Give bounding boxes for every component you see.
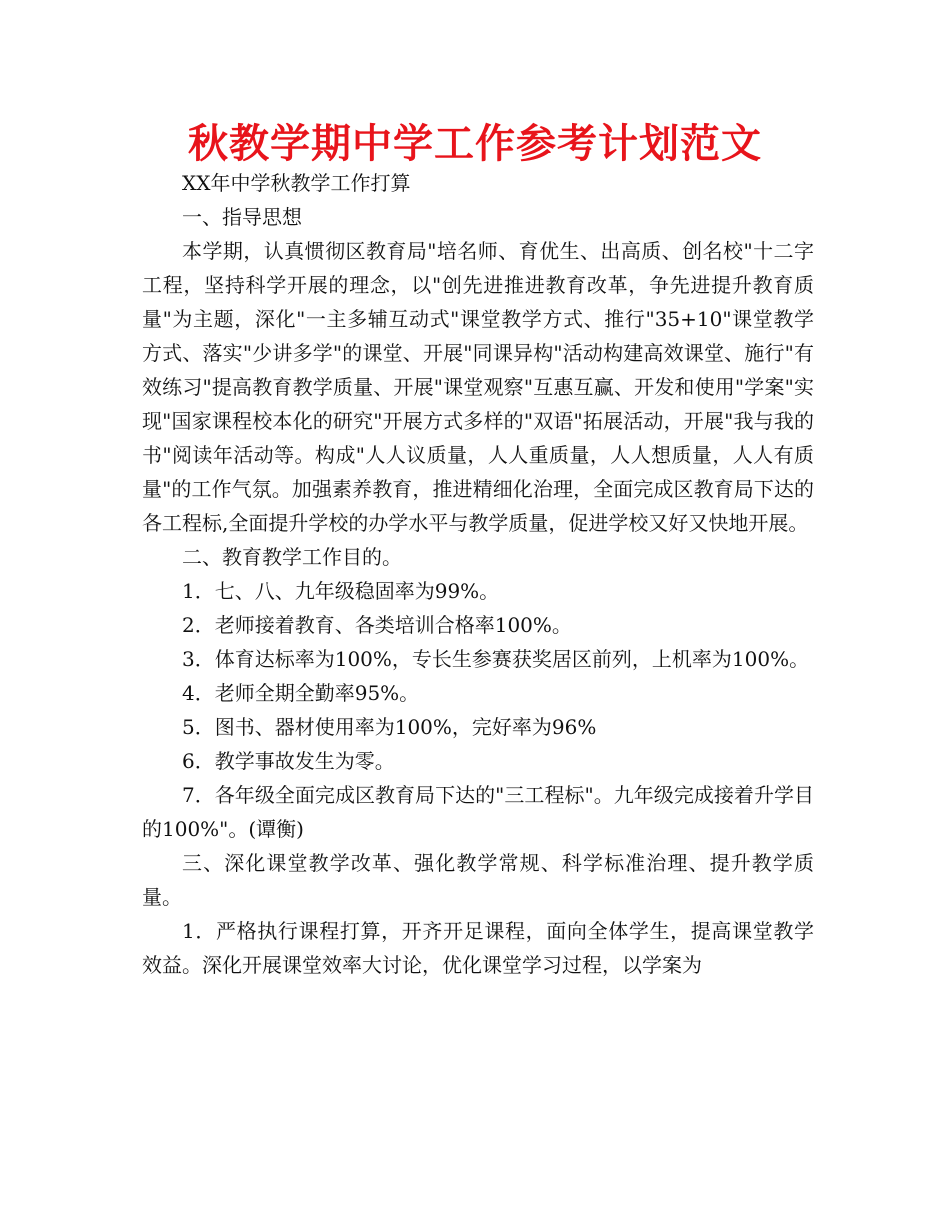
section-heading-guiding-thought: 一、指导思想 [182,205,302,229]
section-heading-goals: 二、教育教学工作目的。 [182,545,402,569]
goal-item-2: 2．老师接着教育、各类培训合格率100%。 [182,613,572,637]
goal-item-6: 6．教学事故发生为零。 [182,749,395,773]
goal-item-3: 3．体育达标率为100%，专长生参赛获奖居区前列，上机率为100%。 [182,647,810,671]
goal-item-5: 5．图书、器材使用率为100%，完好率为96% [182,715,597,739]
goal-item-4: 4．老师全期全勤率95%。 [182,681,420,705]
reform-item-1: 1．严格执行课程打算，开齐开足课程，面向全体学生，提高课堂教学效益。深化开展课堂效率大讨论，优化课堂学习过程，以学案为 [142,919,814,977]
goal-item-1: 1．七、八、九年级稳固率为99%。 [182,579,500,603]
plan-heading: XX年中学秋教学工作打算 [182,171,411,195]
document-body [142,166,814,982]
document-title: 秋教学期中学工作参考计划范文 [188,121,762,167]
section-heading-reform: 三、深化课堂教学改革、强化教学常规、科学标准治理、提升教学质量。 [142,851,814,909]
goal-item-7: 7．各年级全面完成区教育局下达的"三工程标"。九年级完成接着升学目的100%"。(谭衡) [142,783,814,841]
paragraph-guiding-thought: 本学期，认真惯彻区教育局"培名师、育优生、出高质、创名校"十二字工程，坚持科学开展的理念，以"创先进推进教育改革，争先进提升教育质量"为主题，深化"一主多辅互动式"课堂教学方式、推行"35+10"课堂教学方式、落实"少讲多学"的课堂、开展"同课异构"活动构建高效课堂、施行"有效练习"提高教育教学质量、开展"课堂观察"互惠互赢、开发和使用"学案"实现"国家课程校本化的研究"开展方式多样的"双语"拓展活动，开展"我与我的书"阅读年活动等。构成"人人议质量，人人重质量，人人想质量，人人有质量"的工作气氛。加强素养教育，推进精细化治理，全面完成区教育局下达的各工程标,全面提升学校的办学水平与教学质量，促进学校又好又快地开展。 [142,239,814,535]
